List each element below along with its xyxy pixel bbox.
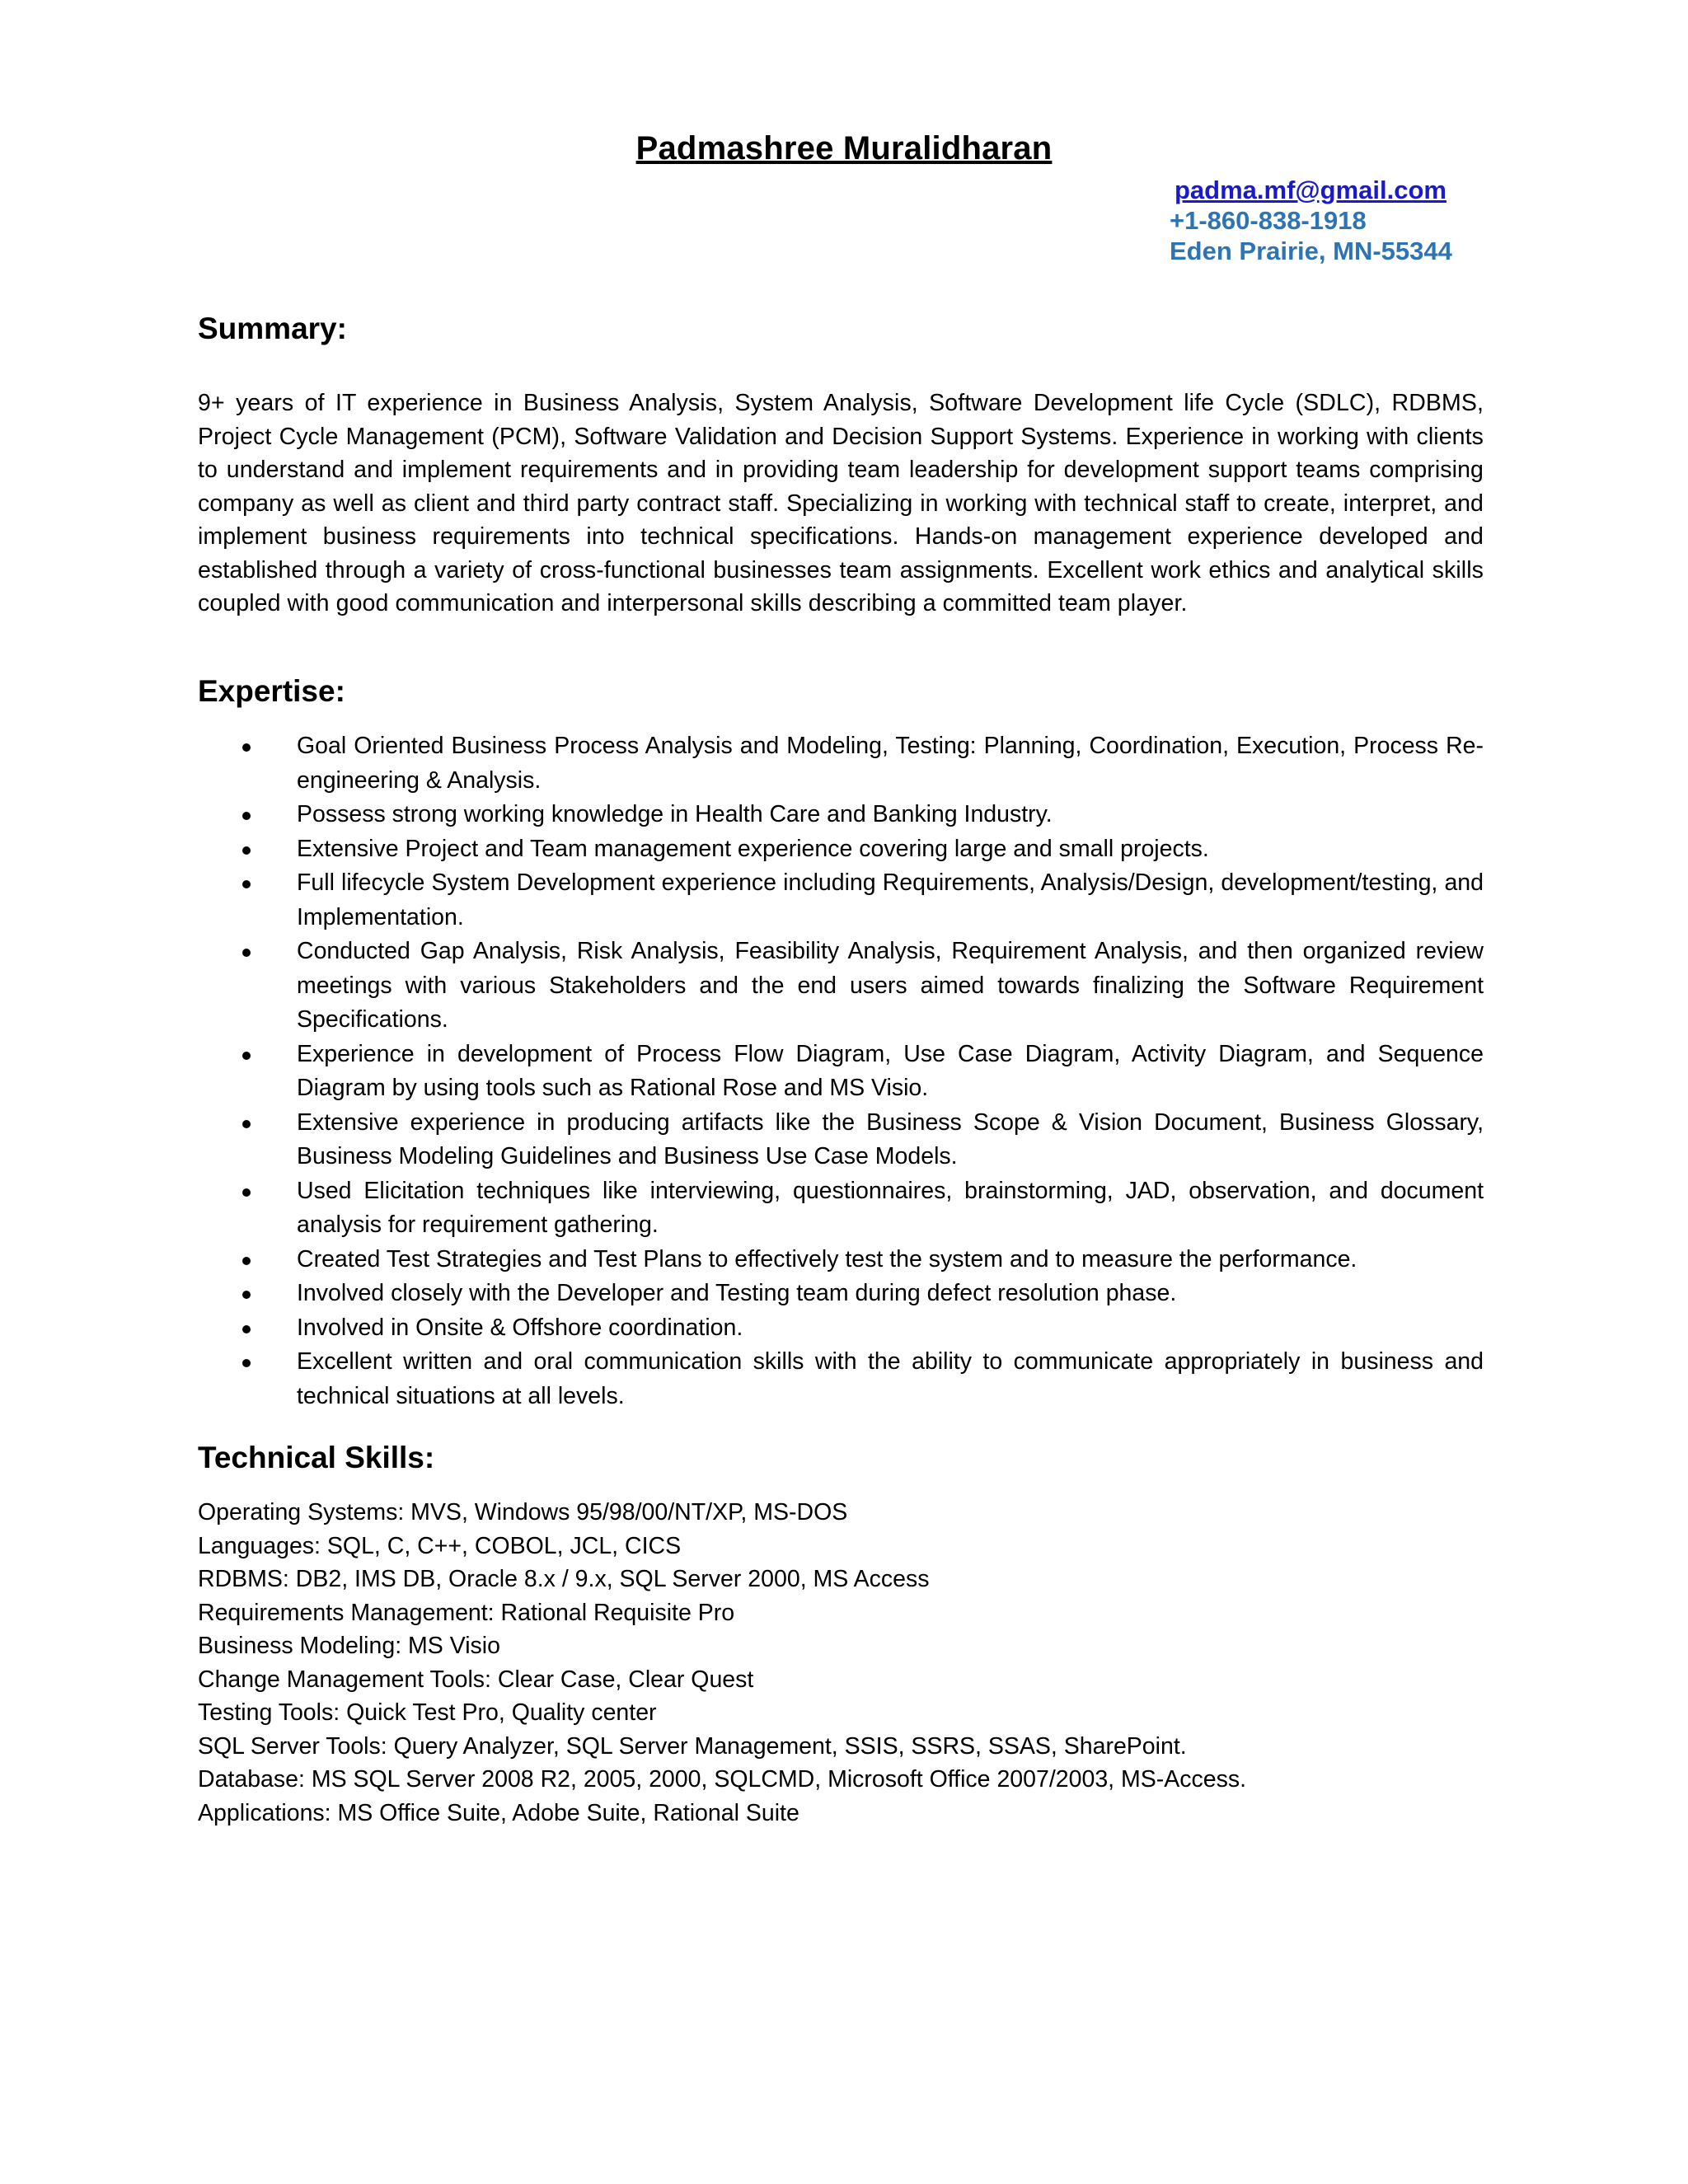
candidate-name: Padmashree Muralidharan	[635, 130, 1053, 166]
technical-skills-section	[198, 1441, 1484, 1830]
contact-block	[1170, 175, 1549, 266]
list-item: Involved closely with the Developer and Testing team during defect resolution phase.	[198, 1277, 1484, 1311]
summary-text: 9+ years of IT experience in Business Analysis, System Analysis, Software Development life Cycle (SDLC), RDBMS, Project Cycle Management (PCM), Software Validation and Decision Support Systems. Experience in working with clients to understand and implement requirements and in providing team leadership for development support teams comprising company as well as client and third party contract staff. Specializing in working with technical staff to create, interpret, and implement business requirements into technical specifications. Hands-on management experience developed and established through a variety of cross-functional businesses team assignments. Excellent work ethics and analytical skills coupled with good communication and interpersonal skills describing a committed team player.	[198, 390, 1484, 616]
list-item: Experience in development of Process Flow Diagram, Use Case Diagram, Activity Diagram, and Sequence Diagram by using tools such as Rational Rose and MS Visio.	[198, 1038, 1484, 1106]
list-item: Created Test Strategies and Test Plans to effectively test the system and to measure the performance.	[198, 1243, 1484, 1277]
bullet-icon	[242, 949, 251, 957]
skill-line: Change Management Tools: Clear Case, Clear Quest	[198, 1666, 754, 1693]
skill-line: Business Modeling: MS Visio	[198, 1633, 500, 1659]
skill-line: RDBMS: DB2, IMS DB, Oracle 8.x / 9.x, SQL Server 2000, MS Access	[198, 1566, 930, 1592]
skill-line: SQL Server Tools: Query Analyzer, SQL Server Management, SSIS, SSRS, SSAS, SharePoint.	[198, 1732, 1187, 1760]
skills-list	[198, 1496, 1484, 1830]
bullet-icon	[242, 1257, 251, 1265]
summary-heading: Summary:	[198, 312, 347, 345]
list-item: Full lifecycle System Development experience including Requirements, Analysis/Design, development/testing, and Implementation.	[198, 866, 1484, 935]
bullet-icon	[242, 1120, 251, 1128]
expertise-list	[198, 729, 1484, 1413]
list-item: Excellent written and oral communication skills with the ability to communicate appropriately in business and technical situations at all levels.	[198, 1345, 1484, 1413]
phone-number: +1-860-838-1918	[1170, 206, 1367, 235]
list-item: Involved in Onsite & Offshore coordination.	[198, 1311, 1484, 1346]
skill-line: Database: MS SQL Server 2008 R2, 2005, 2000, SQLCMD, Microsoft Office 2007/2003, MS-Access.	[198, 1766, 1247, 1793]
location: Eden Prairie, MN-55344	[1170, 237, 1452, 265]
bullet-icon	[242, 1188, 251, 1197]
email-link[interactable]: padma.mf@gmail.com	[1175, 176, 1447, 204]
skill-line: Testing Tools: Quick Test Pro, Quality center	[198, 1699, 657, 1726]
bullet-icon	[242, 1359, 251, 1367]
list-item: Possess strong working knowledge in Health Care and Banking Industry.	[198, 798, 1484, 832]
skill-line: Applications: MS Office Suite, Adobe Suite, Rational Suite	[198, 1799, 799, 1826]
bullet-icon	[242, 812, 251, 820]
list-item: Extensive Project and Team management experience covering large and small projects.	[198, 832, 1484, 867]
skill-line: Requirements Management: Rational Requisite Pro	[198, 1599, 735, 1626]
skill-line: Operating Systems: MVS, Windows 95/98/00/NT/XP, MS-DOS	[198, 1499, 848, 1526]
list-item: Used Elicitation techniques like interviewing, questionnaires, brainstorming, JAD, observation, and document analysis for requirement gathering.	[198, 1174, 1484, 1243]
list-item: Extensive experience in producing artifacts like the Business Scope & Vision Document, Business Glossary, Business Modeling Guidelines and Business Use Case Models.	[198, 1106, 1484, 1174]
list-item: Conducted Gap Analysis, Risk Analysis, Feasibility Analysis, Requirement Analysis, and then organized review meetings with various Stakeholders and the end users aimed towards finalizing the Software Requirement Specifications.	[198, 935, 1484, 1038]
summary-section	[198, 312, 1484, 621]
bullet-icon	[242, 846, 251, 855]
expertise-section	[198, 674, 1484, 1413]
list-item: Goal Oriented Business Process Analysis and Modeling, Testing: Planning, Coordination, Execution, Process Re-engineering & Analysis.	[198, 729, 1484, 798]
bullet-icon	[242, 1325, 251, 1333]
bullet-icon	[242, 743, 251, 752]
bullet-icon	[242, 1052, 251, 1060]
bullet-icon	[242, 1291, 251, 1299]
bullet-icon	[242, 880, 251, 888]
technical-skills-heading: Technical Skills:	[198, 1441, 435, 1474]
skill-line: Languages: SQL, C, C++, COBOL, JCL, CICS	[198, 1532, 682, 1559]
expertise-heading: Expertise:	[198, 674, 345, 708]
